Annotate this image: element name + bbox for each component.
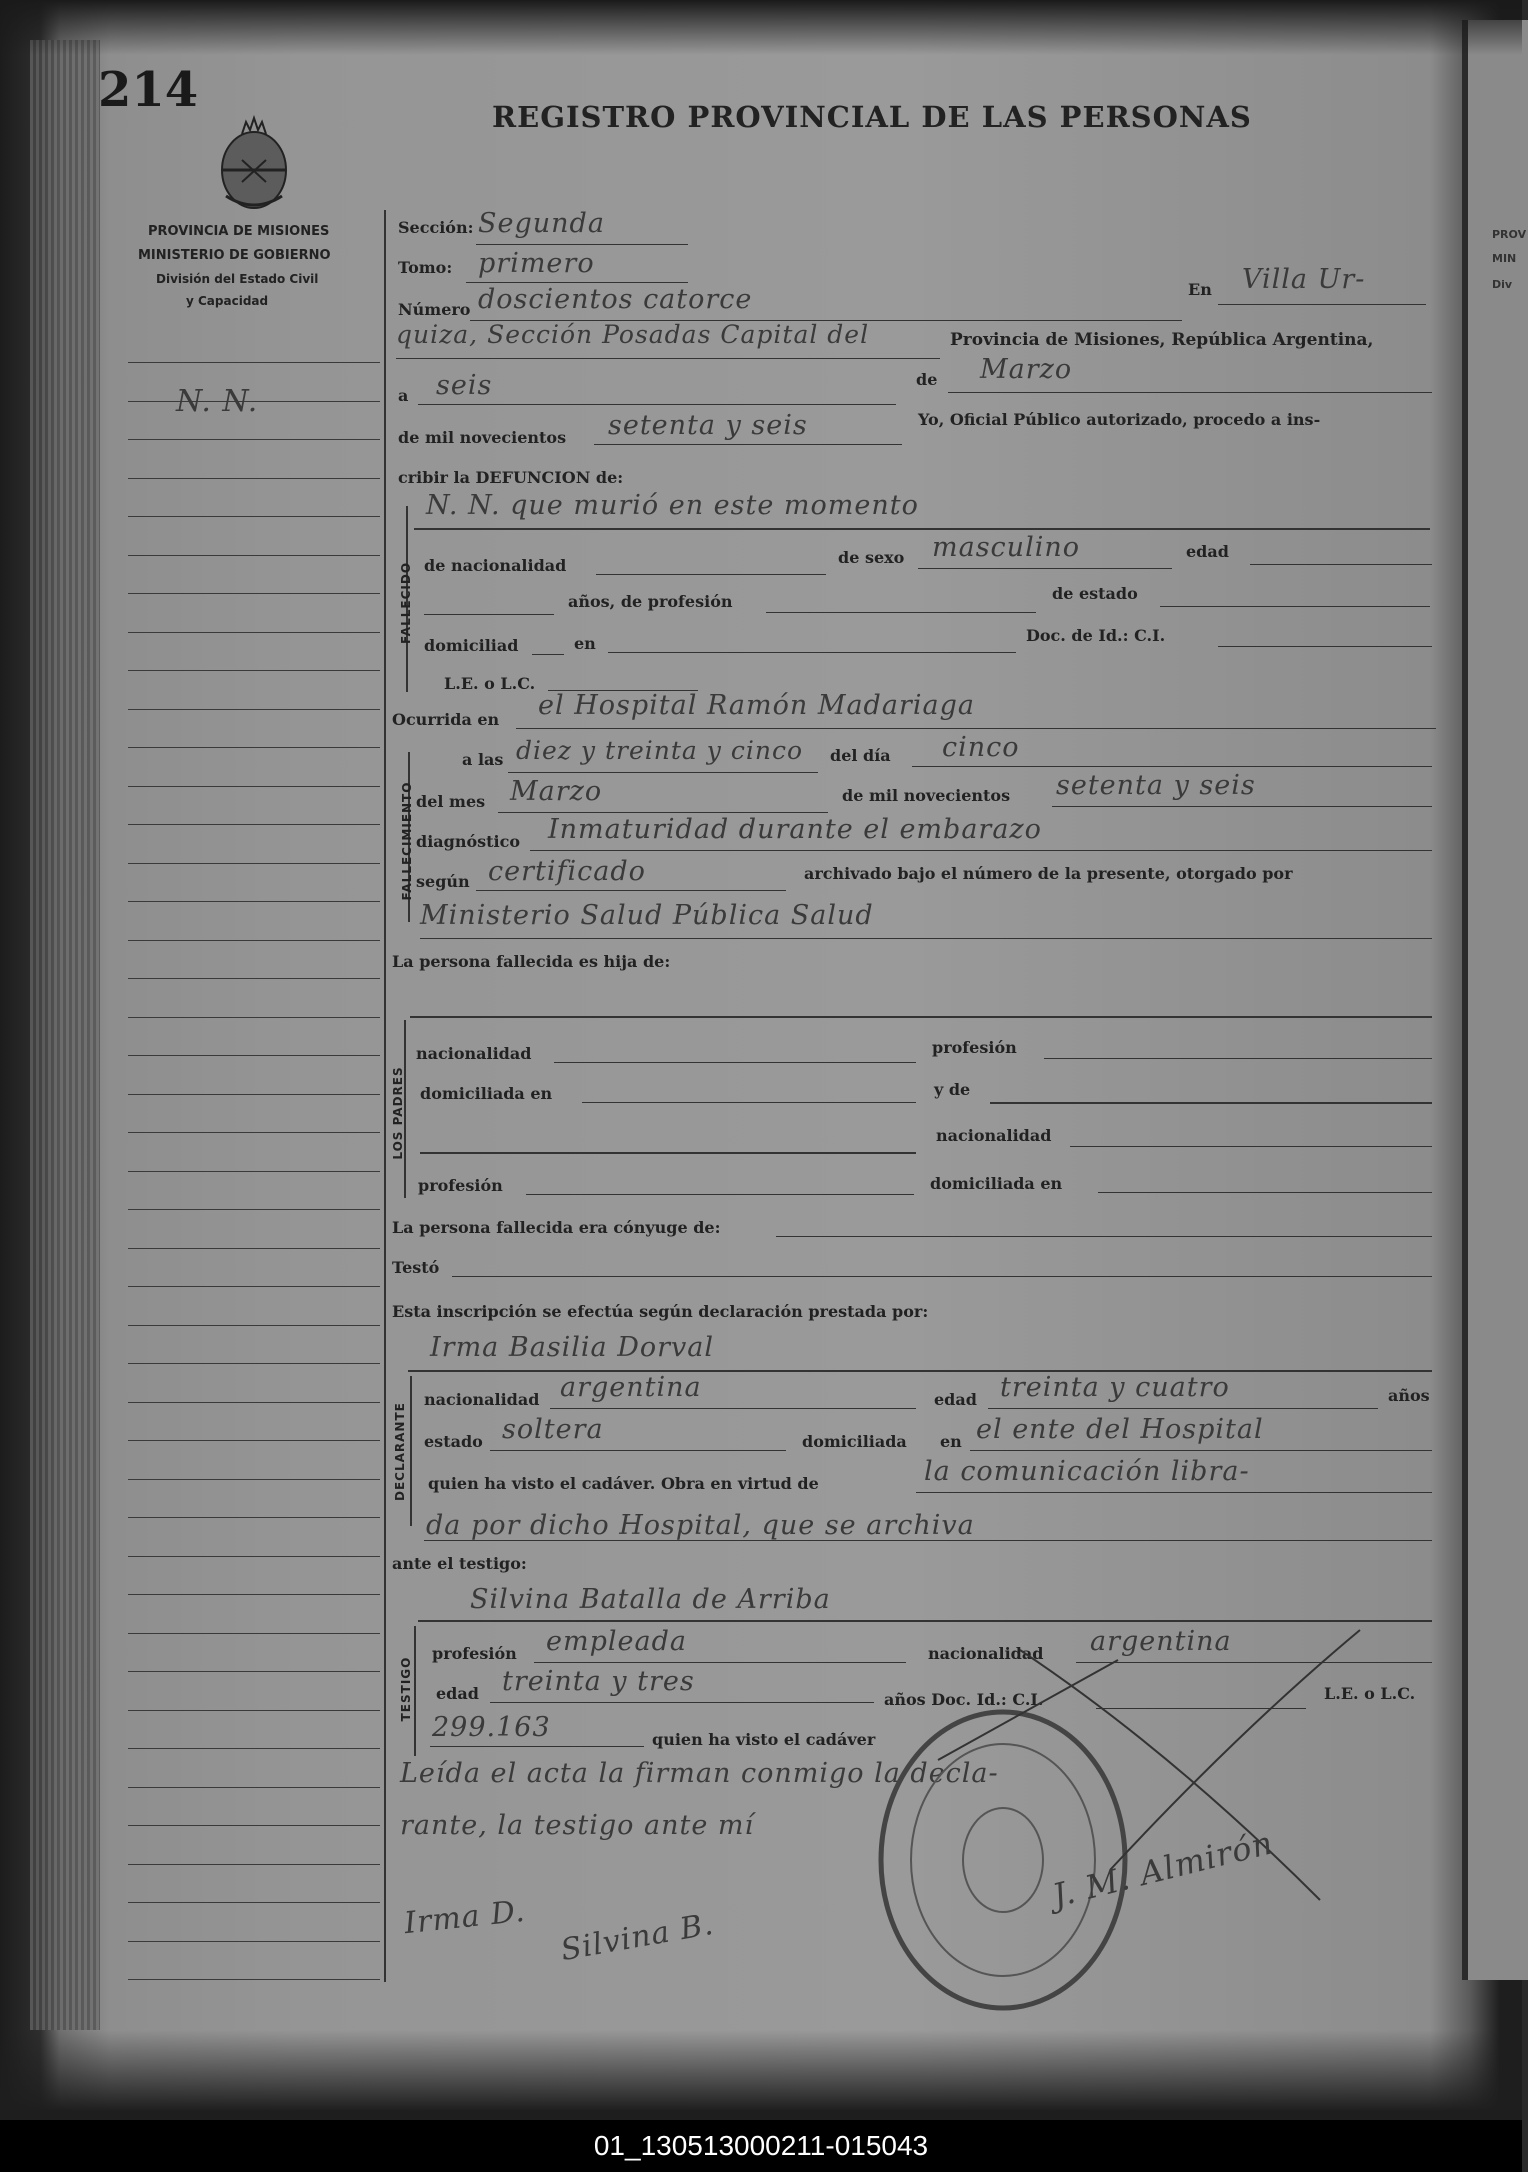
diagonal-closing-lines: [1020, 1630, 1380, 1970]
field-line: [1250, 564, 1432, 565]
field-line: [430, 1746, 644, 1747]
provincia-label: Provincia de Misiones, República Argentina,: [950, 330, 1374, 350]
agency-line: MINISTERIO DE GOBIERNO: [138, 248, 331, 263]
numero-label: Número: [398, 300, 471, 319]
en-declarante-value: el ente del Hospital: [976, 1414, 1264, 1445]
de-label: de: [916, 370, 938, 389]
field-line: [1070, 1146, 1432, 1147]
prof-padre-label: profesión: [932, 1038, 1017, 1057]
field-line: [508, 772, 818, 773]
prof-testigo-label: profesión: [432, 1644, 517, 1663]
segun-value: certificado: [488, 856, 646, 887]
margin-ruled-line: [128, 1094, 380, 1095]
edad-declarante-label: edad: [934, 1390, 977, 1409]
field-line: [534, 1662, 906, 1663]
image-id-caption: 01_130513000211-015043: [0, 2120, 1522, 2172]
field-line: [414, 528, 1430, 530]
signature-official: J. M. Almirón: [1048, 1823, 1278, 1915]
a-value: seis: [436, 370, 493, 401]
field-line: [776, 1236, 1432, 1237]
margin-ruled-line: [128, 824, 380, 825]
nac-madre-label: nacionalidad: [936, 1126, 1052, 1145]
prof-madre-label: profesión: [418, 1176, 503, 1195]
field-line: [916, 1492, 1432, 1493]
margin-ruled-line: [128, 1594, 380, 1595]
field-line: [424, 1540, 1432, 1541]
a-label: a: [398, 386, 409, 405]
tomo-value: primero: [478, 248, 595, 279]
field-line: [466, 282, 688, 283]
margin-ruled-line: [128, 1941, 380, 1942]
nac-testigo-label: nacionalidad: [928, 1644, 1044, 1663]
ocurrida-label: Ocurrida en: [392, 710, 500, 729]
mil2-value: setenta y seis: [1056, 770, 1256, 801]
margin-ruled-line: [128, 555, 380, 556]
margin-ruled-line: [128, 516, 380, 517]
field-line: [554, 1062, 916, 1063]
edad-declarante-value: treinta y cuatro: [1000, 1372, 1230, 1403]
nac-declarante-value: argentina: [560, 1372, 702, 1403]
domiciliado-label: domiciliad: [424, 636, 519, 655]
field-line: [418, 1620, 1432, 1622]
field-line: [526, 1194, 914, 1195]
segun-label: según: [416, 872, 470, 891]
agency-line: PROVINCIA DE MISIONES: [148, 224, 330, 239]
visto-testigo-label: quien ha visto el cadáver: [652, 1730, 876, 1749]
margin-ruled-line: [128, 670, 380, 671]
margin-ruled-line: [128, 940, 380, 941]
margin-ruled-line: [128, 709, 380, 710]
signature-testigo: Silvina B.: [558, 1906, 717, 1969]
margin-ruled-line: [128, 1517, 380, 1518]
inscripcion-label: Esta inscripción se efectúa según declaración prestada por:: [392, 1302, 929, 1321]
field-line: [452, 1276, 1432, 1277]
otorgado-value: Ministerio Salud Pública Salud: [420, 900, 874, 931]
field-line: [532, 654, 564, 655]
anios-declarante-label: años: [1388, 1386, 1430, 1405]
field-line: [530, 850, 1432, 851]
nac-testigo-value: argentina: [1090, 1626, 1232, 1657]
margin-divider: [384, 210, 386, 1982]
numero-value: doscientos catorce: [478, 284, 753, 315]
en-value: Villa Ur-: [1242, 264, 1366, 295]
field-line: [608, 652, 1016, 653]
margin-ruled-line: [128, 1902, 380, 1903]
nacionalidad-label: de nacionalidad: [424, 556, 567, 575]
mil-label: de mil novecientos: [398, 428, 567, 447]
section-label-fallecimiento: FALLECIMIENTO: [400, 781, 414, 901]
field-line: [396, 358, 940, 359]
seccion-label: Sección:: [398, 218, 474, 237]
visto-label: quien ha visto el cadáver. Obra en virtud de: [428, 1474, 819, 1493]
alas-value: diez y treinta y cinco: [516, 736, 803, 765]
margin-ruled-line: [128, 1286, 380, 1287]
scan-shadow-bottom: [0, 2030, 1522, 2120]
place-value: quiza, Sección Posadas Capital del: [396, 320, 870, 349]
field-line: [918, 568, 1172, 569]
page-title: REGISTRO PROVINCIAL DE LAS PERSONAS: [492, 100, 1252, 134]
margin-ruled-line: [128, 747, 380, 748]
scan-shadow-top: [0, 0, 1522, 55]
mil-value: setenta y seis: [608, 410, 808, 441]
margin-ruled-line: [128, 632, 380, 633]
testo-label: Testó: [392, 1258, 440, 1277]
margin-ruled-line: [128, 1055, 380, 1056]
facing-page-text: Div: [1492, 278, 1513, 291]
conyuge-label: La persona fallecida era cónyuge de:: [392, 1218, 721, 1237]
margin-ruled-line: [128, 978, 380, 979]
margin-ruled-line: [128, 1825, 380, 1826]
margin-ruled-line: [128, 1017, 380, 1018]
margin-ruled-line: [128, 478, 380, 479]
field-line: [1052, 806, 1432, 807]
margin-ruled-line: [128, 1402, 380, 1403]
sexo-label: de sexo: [838, 548, 905, 567]
margin-ruled-line: [128, 1248, 380, 1249]
obra-value: la comunicación libra-: [924, 1456, 1250, 1487]
ocurrida-value: el Hospital Ramón Madariaga: [538, 690, 975, 721]
margin-ruled-line: [128, 1633, 380, 1634]
field-line: [582, 1102, 916, 1103]
section-bracket: [410, 1376, 412, 1526]
prof-testigo-value: empleada: [546, 1626, 687, 1657]
margin-note: N. N.: [176, 384, 259, 419]
facing-page: [1462, 20, 1528, 1980]
en-label: En: [1188, 280, 1212, 299]
nac-padre-label: nacionalidad: [416, 1044, 532, 1063]
field-line: [420, 1152, 916, 1154]
margin-ruled-line: [128, 1171, 380, 1172]
margin-ruled-line: [128, 863, 380, 864]
estado-label: de estado: [1052, 584, 1138, 603]
field-line: [948, 392, 1432, 393]
diagnostico-value: Inmaturidad durante el embarazo: [548, 814, 1042, 845]
field-line: [424, 614, 554, 615]
section-label-fallecido: FALLECIDO: [399, 561, 413, 645]
estado-declarante-label: estado: [424, 1432, 483, 1451]
margin-ruled-line: [128, 439, 380, 440]
alas-label: a las: [462, 750, 504, 769]
margin-ruled-line: [128, 1864, 380, 1865]
doc-label: Doc. de Id.: C.I.: [1026, 626, 1166, 645]
field-line: [410, 1016, 1432, 1018]
closing-line-2: rante, la testigo ante mí: [400, 1810, 755, 1841]
doc-testigo-label: años Doc. Id.: C.I.: [884, 1690, 1044, 1709]
facing-page-text: PROV: [1492, 228, 1527, 241]
inscribir-label: cribir la DEFUNCION de:: [398, 468, 624, 487]
margin-ruled-line: [128, 1556, 380, 1557]
margin-ruled-line: [128, 1132, 380, 1133]
field-line: [1044, 1058, 1432, 1059]
field-line: [594, 444, 902, 445]
doc-testigo-value: 299.163: [432, 1712, 551, 1743]
anios-label: años, de profesión: [568, 592, 733, 611]
field-line: [970, 1450, 1432, 1451]
de-value: Marzo: [980, 354, 1073, 385]
tomo-label: Tomo:: [398, 258, 453, 277]
page-number: 214: [98, 62, 199, 118]
field-line: [490, 1450, 786, 1451]
field-line: [1098, 1192, 1432, 1193]
margin-ruled-line: [128, 1979, 380, 1980]
field-line: [988, 1408, 1378, 1409]
field-line: [596, 574, 826, 575]
declarante-name: Irma Basilia Dorval: [430, 1332, 715, 1363]
coat-of-arms-icon: [212, 104, 296, 214]
hija-label: La persona fallecida es hija de:: [392, 952, 671, 971]
section-bracket: [414, 1626, 416, 1756]
oficial-label: Yo, Oficial Público autorizado, procedo a ins-: [918, 410, 1321, 429]
margin-ruled-line: [128, 786, 380, 787]
agency-line: y Capacidad: [186, 294, 269, 308]
testigo-label: ante el testigo:: [392, 1554, 527, 1573]
seccion-value: Segunda: [478, 208, 605, 239]
delmes-value: Marzo: [510, 776, 603, 807]
margin-ruled-line: [128, 1710, 380, 1711]
field-line: [476, 244, 688, 245]
field-line: [766, 612, 1036, 613]
field-line: [490, 1702, 874, 1703]
margin-ruled-line: [128, 362, 380, 363]
margin-ruled-line: [128, 1671, 380, 1672]
dom-declarante-label: domiciliada: [802, 1432, 907, 1451]
dom-madre-label: domiciliada en: [930, 1174, 1063, 1193]
section-label-declarante: DECLARANTE: [393, 1402, 407, 1501]
section-label-testigo: TESTIGO: [399, 1656, 413, 1722]
edad-label: edad: [1186, 542, 1229, 561]
field-line: [990, 1102, 1432, 1104]
estado-declarante-value: soltera: [502, 1414, 604, 1445]
agency-line: División del Estado Civil: [156, 272, 319, 286]
le-testigo-label: L.E. o L.C.: [1324, 1684, 1416, 1703]
section-label-padres: LOS PADRES: [391, 1066, 405, 1160]
edad-testigo-value: treinta y tres: [502, 1666, 695, 1697]
facing-page-text: MIN: [1492, 252, 1517, 265]
margin-ruled-line: [128, 1325, 380, 1326]
field-line: [1160, 606, 1430, 607]
field-line: [550, 1408, 916, 1409]
margin-ruled-line: [128, 1440, 380, 1441]
field-line: [1218, 646, 1432, 647]
testigo-name: Silvina Batalla de Arriba: [470, 1584, 831, 1615]
field-line: [912, 766, 1432, 767]
field-line: [1218, 304, 1426, 305]
le-label: L.E. o L.C.: [444, 674, 536, 693]
en-declarante-label: en: [940, 1432, 962, 1451]
nac-declarante-label: nacionalidad: [424, 1390, 540, 1409]
archivado-label: archivado bajo el número de la presente, otorgado por: [804, 864, 1293, 883]
obra-value-2: da por dicho Hospital, que se archiva: [426, 1510, 975, 1541]
field-line: [498, 812, 828, 813]
margin-ruled-line: [128, 593, 380, 594]
field-line: [476, 890, 786, 891]
deldia-label: del día: [830, 746, 891, 765]
edad-testigo-label: edad: [436, 1684, 479, 1703]
diagnostico-label: diagnóstico: [416, 832, 521, 851]
margin-ruled-line: [128, 901, 380, 902]
margin-ruled-line: [128, 1787, 380, 1788]
en2-label: en: [574, 634, 596, 653]
field-line: [418, 404, 896, 405]
margin-ruled-line: [128, 1363, 380, 1364]
signature-declarante: Irma D.: [402, 1893, 528, 1942]
field-line: [516, 728, 1436, 729]
field-line: [420, 938, 1432, 939]
page-edges: [30, 40, 100, 2030]
mil2-label: de mil novecientos: [842, 786, 1011, 805]
delmes-label: del mes: [416, 792, 486, 811]
margin-ruled-line: [128, 1479, 380, 1480]
deldia-value: cinco: [942, 732, 1020, 763]
margin-ruled-line: [128, 1209, 380, 1210]
closing-line-1: Leída el acta la firman conmigo la decla-: [400, 1758, 999, 1789]
fallecido-name: N. N. que murió en este momento: [426, 490, 919, 521]
dom-padre-label: domiciliada en: [420, 1084, 553, 1103]
margin-ruled-line: [128, 1748, 380, 1749]
sexo-value: masculino: [932, 532, 1080, 563]
yde-label: y de: [934, 1080, 971, 1099]
